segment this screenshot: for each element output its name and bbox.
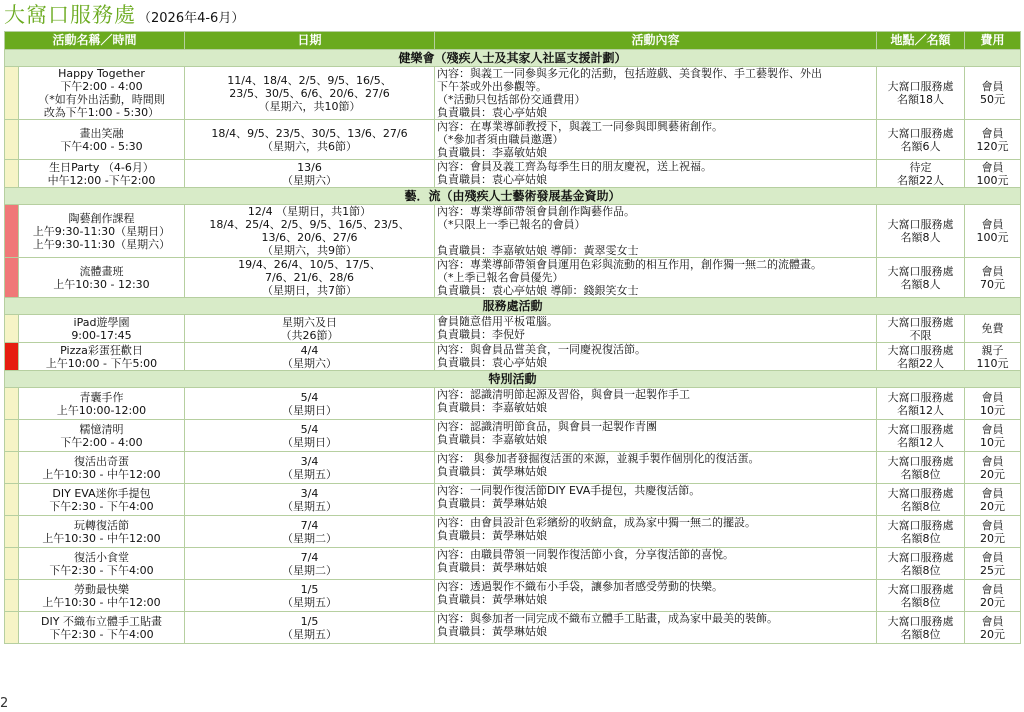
row-color-strip xyxy=(5,612,19,644)
fee-cell: 會員 20元 xyxy=(965,452,1021,484)
content-cell: 內容：在專業導師教授下，與義工一同參與即興藝術創作。 （*參加者須由職員邀選） 負責職員：李嘉敏姑娘 xyxy=(435,120,877,160)
content-cell: 內容：會員及義工齊為每季生日的朋友慶祝，送上祝福。 負責職員：袁心亭姑娘 xyxy=(435,160,877,188)
row-color-strip xyxy=(5,160,19,188)
table-row xyxy=(5,452,1021,484)
activity-name-cell: 生日Party （4-6月） 中午12:00 -下午2:00 xyxy=(19,160,185,188)
row-color-strip xyxy=(5,548,19,580)
venue-cell: 大窩口服務處 名額8位 xyxy=(877,548,965,580)
row-color-strip xyxy=(5,315,19,343)
date-cell: 1/5 （星期五） xyxy=(185,580,435,612)
content-cell: 內容：認識清明節食品，與會員一起製作青團 負責職員：李嘉敏姑娘 xyxy=(435,420,877,452)
date-cell: 18/4、9/5、23/5、30/5、13/6、27/6 （星期六，共6節） xyxy=(185,120,435,160)
row-color-strip xyxy=(5,343,19,371)
content-cell: 內容：由會員設計色彩繽紛的收納盒，成為家中獨一無二的擺設。 負責職員：黃學琳姑娘 xyxy=(435,516,877,548)
table-row xyxy=(5,388,1021,420)
date-cell: 3/4 （星期五） xyxy=(185,484,435,516)
table-header-row xyxy=(5,32,1021,50)
content-cell: 內容： 與參加者發掘復活蛋的來源，並親手製作個別化的復活蛋。 負責職員：黃學琳姑娘 xyxy=(435,452,877,484)
activity-name-cell: 青囊手作 上午10:00-12:00 xyxy=(19,388,185,420)
date-cell: 5/4 （星期日） xyxy=(185,420,435,452)
content-cell: 內容：與會員品嘗美食，一同慶祝復活節。 負責職員：袁心亭姑娘 xyxy=(435,343,877,371)
venue-cell: 大窩口服務處 名額12人 xyxy=(877,420,965,452)
header-cell: 費用 xyxy=(965,32,1021,50)
fee-cell: 免費 xyxy=(965,315,1021,343)
table-row xyxy=(5,580,1021,612)
section-row xyxy=(5,50,1021,67)
venue-cell: 大窩口服務處 名額8人 xyxy=(877,205,965,258)
fee-cell: 會員 100元 xyxy=(965,160,1021,188)
activity-name-cell: DIY EVA迷你手提包 下午2:30 - 下午4:00 xyxy=(19,484,185,516)
row-color-strip xyxy=(5,258,19,298)
venue-cell: 大窩口服務處 名額8位 xyxy=(877,580,965,612)
section-title: 藝．流（由殘疾人士藝術發展基金資助） xyxy=(5,188,1021,205)
table-row xyxy=(5,516,1021,548)
fee-cell: 會員 20元 xyxy=(965,580,1021,612)
section-title: 特別活動 xyxy=(5,371,1021,388)
fee-cell: 會員 10元 xyxy=(965,388,1021,420)
page-title: 大窩口服務處 xyxy=(4,3,136,27)
fee-cell: 會員 20元 xyxy=(965,484,1021,516)
activity-name-cell: 復活出奇蛋 上午10:30 - 中午12:00 xyxy=(19,452,185,484)
table-row xyxy=(5,612,1021,644)
content-cell: 內容：專業導師帶領會員運用色彩與流動的相互作用，創作獨一無二的流體畫。 （*上季已報名會員優先） 負責職員：袁心亭姑娘 導師：錢銀笑女士 xyxy=(435,258,877,298)
fee-cell: 會員 100元 xyxy=(965,205,1021,258)
activity-name-cell: Happy Together 下午2:00 - 4:00 （*如有外出活動，時間則 改為下午1:00 - 5:30） xyxy=(19,67,185,120)
table-row xyxy=(5,120,1021,160)
header-cell: 活動內容 xyxy=(435,32,877,50)
venue-cell: 大窩口服務處 名額8位 xyxy=(877,452,965,484)
table-row xyxy=(5,315,1021,343)
venue-cell: 大窩口服務處 名額8位 xyxy=(877,612,965,644)
date-cell: 星期六及日 （共26節） xyxy=(185,315,435,343)
date-cell: 1/5 （星期五） xyxy=(185,612,435,644)
content-cell: 內容：與義工一同參與多元化的活動，包括遊戲、美食製作、手工藝製作、外出 下午茶或外出參觀等。 （*活動只包括部份交通費用） 負責職員：袁心亭姑娘 xyxy=(435,67,877,120)
header-cell: 地點／名額 xyxy=(877,32,965,50)
page-number: 2 xyxy=(0,696,9,711)
activity-name-cell: 流體畫班 上午10:30 - 12:30 xyxy=(19,258,185,298)
date-cell: 11/4、18/4、2/5、9/5、16/5、 23/5、30/5、6/6、20/6、27/6 （星期六，共10節） xyxy=(185,67,435,120)
fee-cell: 會員 120元 xyxy=(965,120,1021,160)
venue-cell: 大窩口服務處 不限 xyxy=(877,315,965,343)
section-row xyxy=(5,298,1021,315)
header xyxy=(0,0,1024,30)
row-color-strip xyxy=(5,452,19,484)
venue-cell: 大窩口服務處 名額22人 xyxy=(877,343,965,371)
table-row xyxy=(5,343,1021,371)
activity-name-cell: DIY 不織布立體手工貼畫 下午2:30 - 下午4:00 xyxy=(19,612,185,644)
table-row xyxy=(5,160,1021,188)
activity-name-cell: Pizza彩蛋狂歡日 上午10:00 - 下午5:00 xyxy=(19,343,185,371)
section-row xyxy=(5,188,1021,205)
table-row xyxy=(5,67,1021,120)
fee-cell: 會員 10元 xyxy=(965,420,1021,452)
fee-cell: 會員 70元 xyxy=(965,258,1021,298)
date-cell: 13/6 （星期六） xyxy=(185,160,435,188)
activity-name-cell: 陶藝創作課程 上午9:30-11:30（星期日） 上午9:30-11:30（星期六） xyxy=(19,205,185,258)
date-cell: 7/4 （星期二） xyxy=(185,516,435,548)
content-cell: 內容：一同製作復活節DIY EVA手提包，共慶復活節。 負責職員：黃學琳姑娘 xyxy=(435,484,877,516)
row-color-strip xyxy=(5,420,19,452)
content-cell: 內容：透過製作不織布小手袋，讓參加者感受勞動的快樂。 負責職員：黃學琳姑娘 xyxy=(435,580,877,612)
venue-cell: 大窩口服務處 名額8位 xyxy=(877,484,965,516)
venue-cell: 大窩口服務處 名額8人 xyxy=(877,258,965,298)
date-cell: 4/4 （星期六） xyxy=(185,343,435,371)
activity-name-cell: 勞動最快樂 上午10:30 - 中午12:00 xyxy=(19,580,185,612)
activity-name-cell: 玩轉復活節 上午10:30 - 中午12:00 xyxy=(19,516,185,548)
header-cell: 活動名稱／時間 xyxy=(5,32,185,50)
venue-cell: 大窩口服務處 名額8位 xyxy=(877,516,965,548)
content-cell: 會員隨意借用平板電腦。 負責職員：李倪妤 xyxy=(435,315,877,343)
row-color-strip xyxy=(5,120,19,160)
fee-cell: 會員 20元 xyxy=(965,516,1021,548)
schedule-table xyxy=(4,31,1021,644)
fee-cell: 親子 110元 xyxy=(965,343,1021,371)
content-cell: 內容：由職員帶領一同製作復活節小食，分享復活節的喜悅。 負責職員：黃學琳姑娘 xyxy=(435,548,877,580)
fee-cell: 會員 25元 xyxy=(965,548,1021,580)
venue-cell: 大窩口服務處 名額18人 xyxy=(877,67,965,120)
venue-cell: 待定 名額22人 xyxy=(877,160,965,188)
fee-cell: 會員 50元 xyxy=(965,67,1021,120)
table-row xyxy=(5,205,1021,258)
venue-cell: 大窩口服務處 名額12人 xyxy=(877,388,965,420)
date-cell: 19/4、26/4、10/5、17/5、 7/6、21/6、28/6 （星期日，共7節） xyxy=(185,258,435,298)
schedule-body xyxy=(5,50,1021,644)
venue-cell: 大窩口服務處 名額6人 xyxy=(877,120,965,160)
row-color-strip xyxy=(5,580,19,612)
activity-name-cell: 畫出笑融 下午4:00 - 5:30 xyxy=(19,120,185,160)
date-cell: 12/4 （星期日，共1節） 18/4、25/4、2/5、9/5、16/5、23/5、 13/6、20/6、27/6 （星期六，共9節） xyxy=(185,205,435,258)
header-cell: 日期 xyxy=(185,32,435,50)
table-row xyxy=(5,420,1021,452)
section-title: 健樂會（殘疾人士及其家人社區支援計劃） xyxy=(5,50,1021,67)
activity-name-cell: iPad遊學園 9:00-17:45 xyxy=(19,315,185,343)
fee-cell: 會員 20元 xyxy=(965,612,1021,644)
table-row xyxy=(5,484,1021,516)
row-color-strip xyxy=(5,516,19,548)
activity-name-cell: 復活小食堂 下午2:30 - 下午4:00 xyxy=(19,548,185,580)
row-color-strip xyxy=(5,388,19,420)
date-cell: 3/4 （星期五） xyxy=(185,452,435,484)
content-cell: 內容：與參加者一同完成不織布立體手工貼畫，成為家中最美的裝飾。 負責職員：黃學琳姑娘 xyxy=(435,612,877,644)
content-cell: 內容：認識清明節起源及習俗，與會員一起製作手工 負責職員：李嘉敏姑娘 xyxy=(435,388,877,420)
table-row xyxy=(5,548,1021,580)
date-cell: 5/4 （星期日） xyxy=(185,388,435,420)
activity-name-cell: 糯憶清明 下午2:00 - 4:00 xyxy=(19,420,185,452)
table-row xyxy=(5,258,1021,298)
content-cell: 內容：專業導師帶領會員創作陶藝作品。 （*只限上一季已報名的會員） 負責職員：李嘉敏姑娘 導師：黃翠雯女士 xyxy=(435,205,877,258)
section-title: 服務處活動 xyxy=(5,298,1021,315)
row-color-strip xyxy=(5,67,19,120)
section-row xyxy=(5,371,1021,388)
date-cell: 7/4 （星期二） xyxy=(185,548,435,580)
row-color-strip xyxy=(5,484,19,516)
row-color-strip xyxy=(5,205,19,258)
page-subtitle: （2026年4-6月） xyxy=(138,11,245,26)
